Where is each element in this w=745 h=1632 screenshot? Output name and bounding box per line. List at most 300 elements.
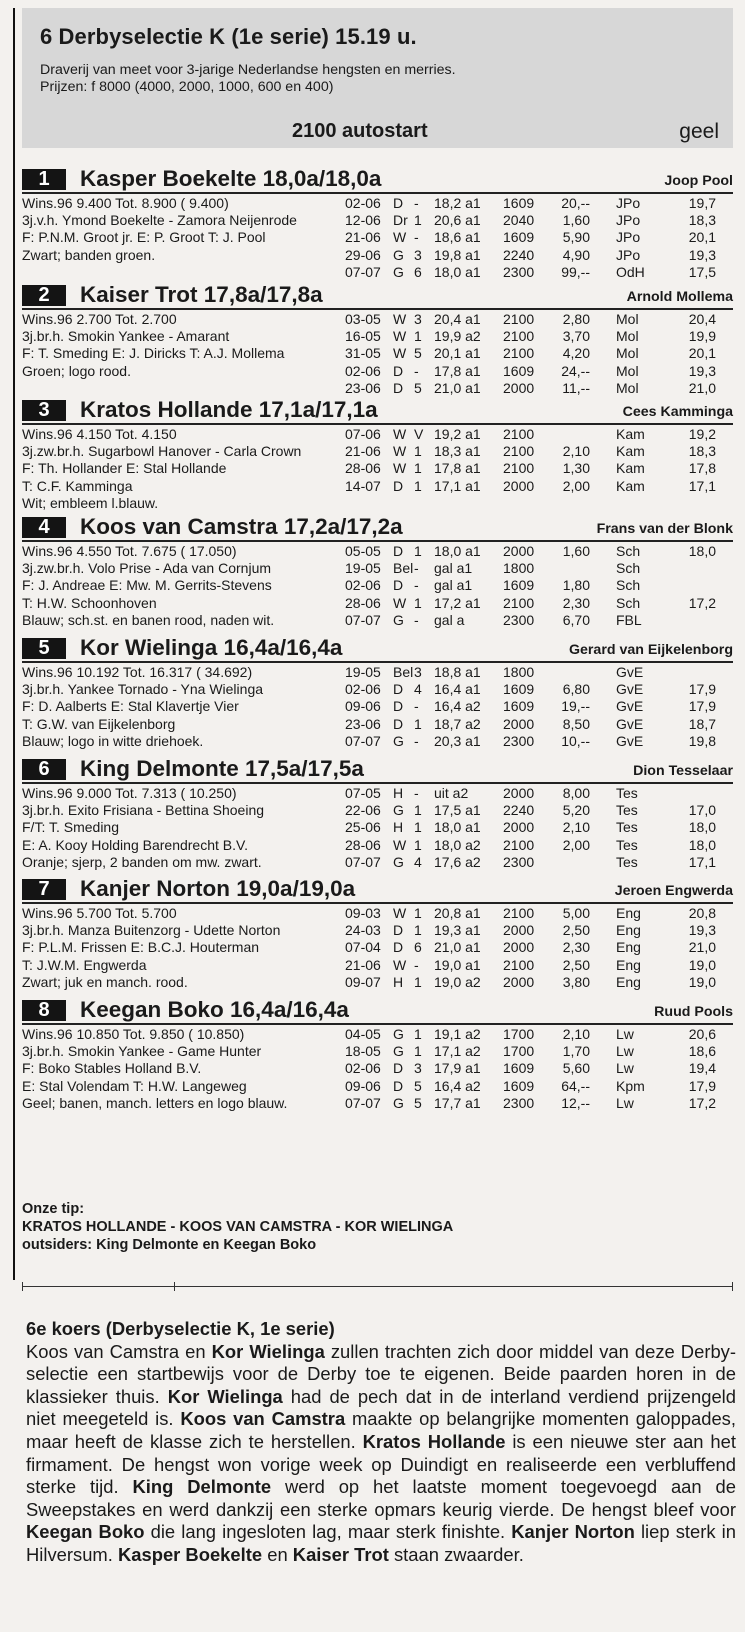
driver-name: Gerard van Eijkelenborg (568, 642, 733, 658)
race-time: 18,0 a1 (434, 819, 481, 836)
race-km-time: 18,6 (688, 1043, 716, 1060)
race-driver: GvE (616, 664, 644, 680)
race-date: 02-06 (345, 1060, 381, 1077)
race-place: 4 (414, 853, 422, 870)
race-time: 16,4 a1 (434, 681, 481, 698)
horse-info-line: F: P.N.M. Groot jr. E: P. Groot T: J. Pool (22, 229, 266, 246)
race-time: 18,8 a1 (434, 664, 481, 680)
race-driver: Eng (616, 939, 641, 956)
race-row (22, 1060, 733, 1077)
horse-info-line: 3j.zw.br.h. Sugarbowl Hanover - Carla Crown (22, 443, 302, 460)
race-time: 17,5 a1 (434, 802, 481, 819)
race-distance: 2000 (503, 715, 535, 732)
race-driver: Kpm (616, 1077, 645, 1094)
race-odds: 5,00 (562, 905, 590, 921)
race-km-time: 17,2 (688, 594, 716, 611)
horse-info-line: Wins.96 9.400 Tot. 8.900 ( 9.400) (22, 195, 229, 211)
race-distance: 1800 (503, 560, 535, 577)
race-time: 18,6 a1 (434, 229, 481, 246)
race-place: 1 (414, 460, 422, 477)
commentary-text: en (262, 1543, 293, 1565)
horse-name: Kasper Boekelte 18,0a/18,0a (80, 166, 382, 191)
race-km-time: 20,8 (688, 905, 716, 921)
race-driver: Kam (616, 426, 645, 442)
race-date: 14-07 (345, 477, 381, 494)
horse-header (22, 997, 733, 1024)
race-km-time: 17,9 (688, 698, 716, 715)
race-distance: 1609 (503, 1060, 535, 1077)
horse-header-rule (22, 661, 733, 663)
race-time: 17,1 a2 (434, 1043, 481, 1060)
horse-mention: Kanjer Norton (511, 1521, 635, 1543)
horse-entry (22, 282, 733, 396)
race-distance: 2040 (503, 212, 535, 229)
race-track: Bel (393, 664, 414, 680)
horse-name: Kratos Hollande 17,1a/17,1a (80, 397, 378, 422)
race-time: 20,3 a1 (434, 732, 481, 749)
race-row (22, 664, 733, 681)
race-time: gal a1 (434, 560, 473, 577)
race-driver: Eng (616, 973, 641, 990)
race-time: 20,8 a1 (434, 905, 481, 921)
horse-info-line: T: G.W. van Eijkelenborg (22, 715, 176, 732)
race-distance: 2100 (503, 956, 535, 973)
race-time: 20,4 a1 (434, 311, 481, 327)
race-time: 16,4 a2 (434, 1077, 481, 1094)
race-date: 02-06 (345, 362, 381, 379)
horse-name: Kor Wielinga 16,4a/16,4a (80, 635, 343, 660)
driver-name: Cees Kamminga (622, 404, 733, 420)
race-track: D (393, 543, 404, 559)
race-distance: 2100 (503, 905, 535, 921)
race-row (22, 698, 733, 715)
race-date: 21-06 (345, 956, 381, 973)
race-row (22, 560, 733, 577)
race-date: 18-05 (345, 1043, 381, 1060)
race-place: - (414, 362, 419, 379)
race-date: 05-05 (345, 543, 381, 559)
race-distance: 2100 (503, 443, 535, 460)
race-row (22, 681, 733, 698)
race-track: W (393, 345, 407, 362)
horse-entry (22, 397, 733, 511)
horse-entry (22, 997, 733, 1111)
horse-entry (22, 876, 733, 990)
race-place: 1 (414, 1043, 422, 1060)
race-km-time: 18,3 (688, 212, 716, 229)
race-place: 6 (414, 939, 422, 956)
race-color: geel (679, 120, 719, 143)
race-track: H (393, 819, 404, 836)
race-track: W (393, 328, 407, 345)
horse-info-line: Geel; banen, manch. letters en logo blauw. (22, 1094, 288, 1111)
race-distance: 2000 (503, 379, 535, 396)
race-driver: Kam (616, 443, 645, 460)
race-km-time: 17,8 (688, 460, 716, 477)
start-number-badge: 5 (22, 638, 66, 659)
race-place: 1 (414, 328, 422, 345)
race-track: D (393, 1060, 404, 1077)
race-odds: 2,10 (562, 819, 590, 836)
recent-races (22, 311, 733, 397)
horse-info-line: E: A. Kooy Holding Barendrecht B.V. (22, 836, 248, 853)
race-time: gal a (434, 611, 465, 628)
race-km-time: 19,3 (688, 246, 716, 263)
race-track: G (393, 853, 404, 870)
commentary-text: had de pech dat in de interland verdiend prijzengeld niet meegeteld is. (26, 1385, 737, 1430)
race-driver: Eng (616, 922, 641, 939)
race-row (22, 854, 733, 871)
race-time: 18,0 a1 (434, 263, 481, 280)
race-row (22, 1095, 733, 1112)
race-distance: 2000 (503, 973, 535, 990)
race-row (22, 802, 733, 819)
race-track: W (393, 443, 407, 460)
race-distance: 1609 (503, 195, 535, 211)
race-date: 07-07 (345, 853, 381, 870)
race-distance: 2100 (503, 460, 535, 477)
race-time: 19,8 a1 (434, 246, 481, 263)
horse-mention: Koos van Camstra (180, 1408, 346, 1430)
race-time: 18,2 a1 (434, 195, 481, 211)
race-track: Bel (393, 560, 414, 577)
race-track: H (393, 973, 404, 990)
race-track: W (393, 229, 407, 246)
horse-info-line: Blauw; logo in witte driehoek. (22, 732, 204, 749)
horse-header-rule (22, 192, 733, 194)
race-odds: 99,-- (561, 263, 590, 280)
race-place: V (414, 426, 424, 442)
horse-info-line: 3j.zw.br.h. Volo Prise - Ada van Cornjum (22, 560, 272, 577)
horse-info-line: Wins.96 4.150 Tot. 4.150 (22, 426, 177, 442)
race-driver: GvE (616, 732, 644, 749)
race-date: 07-06 (345, 426, 381, 442)
race-track: G (393, 1094, 404, 1111)
tip-block (22, 1200, 453, 1254)
race-km-time: 17,1 (688, 853, 716, 870)
race-date: 16-05 (345, 328, 381, 345)
race-commentary (26, 1318, 736, 1567)
race-time: 20,1 a1 (434, 345, 481, 362)
horse-info-line: F/T: T. Smeding (22, 819, 120, 836)
race-track: D (393, 362, 404, 379)
race-row (22, 328, 733, 345)
race-row (22, 264, 733, 281)
race-km-time: 17,9 (688, 1077, 716, 1094)
race-odds: 1,30 (562, 460, 590, 477)
race-track: D (393, 1077, 404, 1094)
race-distance: 1609 (503, 229, 535, 246)
race-place: - (414, 956, 419, 973)
race-odds: 2,50 (562, 922, 590, 939)
horse-name: Koos van Camstra 17,2a/17,2a (80, 514, 403, 539)
recent-races (22, 543, 733, 629)
horse-header (22, 514, 733, 541)
horse-info-line: Groen; logo rood. (22, 362, 131, 379)
recent-races (22, 905, 733, 991)
race-driver: Mol (616, 328, 639, 345)
horse-info-line: Wins.96 4.550 Tot. 7.675 ( 17.050) (22, 543, 237, 559)
race-distance: 2000 (503, 819, 535, 836)
race-odds: 2,30 (562, 939, 590, 956)
race-time: 19,9 a2 (434, 328, 481, 345)
race-place: 1 (414, 973, 422, 990)
race-odds: 6,70 (562, 611, 590, 628)
race-place: 3 (414, 1060, 422, 1077)
horse-entry (22, 635, 733, 749)
horse-info-line: Zwart; juk en manch. rood. (22, 973, 188, 990)
horse-info-line: Wins.96 9.000 Tot. 7.313 ( 10.250) (22, 785, 237, 801)
horse-header (22, 876, 733, 903)
race-driver: Eng (616, 905, 641, 921)
race-row (22, 311, 733, 328)
start-number-badge: 4 (22, 517, 66, 538)
race-driver: Tes (616, 853, 638, 870)
race-distance: 2300 (503, 611, 535, 628)
race-row (22, 1078, 733, 1095)
horse-name: Keegan Boko 16,4a/16,4a (80, 997, 349, 1022)
race-km-time: 21,0 (688, 939, 716, 956)
race-distance: 2100 (503, 594, 535, 611)
race-place: - (414, 611, 419, 628)
horse-info-line: T: J.W.M. Engwerda (22, 956, 147, 973)
race-date: 07-07 (345, 732, 381, 749)
race-date: 09-07 (345, 973, 381, 990)
race-distance: 2100 (503, 836, 535, 853)
race-track: W (393, 426, 407, 442)
race-row (22, 957, 733, 974)
race-distance: 1700 (503, 1026, 535, 1042)
race-track: G (393, 246, 404, 263)
race-odds: 5,60 (562, 1060, 590, 1077)
recent-races (22, 1026, 733, 1112)
race-odds: 24,-- (561, 362, 590, 379)
race-time: 18,0 a1 (434, 543, 481, 559)
race-time: 19,0 a2 (434, 973, 481, 990)
race-odds: 20,-- (561, 195, 590, 211)
race-date: 02-06 (345, 195, 381, 211)
race-row (22, 229, 733, 246)
race-odds: 10,-- (561, 732, 590, 749)
race-prizes: Prijzen: f 8000 (4000, 2000, 1000, 600 en 400) (40, 79, 334, 95)
race-date: 09-06 (345, 1077, 381, 1094)
race-odds: 2,00 (562, 836, 590, 853)
start-number-badge: 1 (22, 169, 66, 190)
horse-mention: Kor Wielinga (167, 1385, 283, 1407)
horse-mention: Keegan Boko (26, 1521, 145, 1543)
race-km-time: 20,1 (688, 229, 716, 246)
race-driver: Mol (616, 379, 639, 396)
race-date: 07-07 (345, 263, 381, 280)
race-time: 17,1 a1 (434, 477, 481, 494)
race-odds: 2,00 (562, 477, 590, 494)
race-driver: Kam (616, 477, 645, 494)
horse-mention: Kasper Boekelte (117, 1543, 263, 1565)
horse-header-rule (22, 423, 733, 425)
driver-name: Joop Pool (664, 173, 733, 189)
tip-main: KRATOS HOLLANDE - KOOS VAN CAMSTRA - KOR WIELINGA (22, 1219, 454, 1235)
race-time: 19,2 a1 (434, 426, 481, 442)
race-km-time: 20,1 (688, 345, 716, 362)
race-km-time: 17,1 (688, 477, 716, 494)
race-date: 07-07 (345, 1094, 381, 1111)
race-distance: 2000 (503, 543, 535, 559)
start-number-badge: 2 (22, 285, 66, 306)
race-driver: JPo (616, 229, 641, 246)
horse-header-rule (22, 540, 733, 542)
race-place: 1 (414, 922, 422, 939)
start-number-badge: 8 (22, 1000, 66, 1021)
horse-info-line: Oranje; sjerp, 2 banden om mw. zwart. (22, 853, 262, 870)
race-driver: Sch (616, 543, 641, 559)
horse-info-line: F: J. Andreae E: Mw. M. Gerrits-Stevens (22, 577, 272, 594)
race-row (22, 716, 733, 733)
race-driver: Sch (616, 577, 641, 594)
race-track: D (393, 922, 404, 939)
race-place: - (414, 195, 419, 211)
race-row (22, 905, 733, 922)
horse-header-rule (22, 902, 733, 904)
race-track: W (393, 311, 407, 327)
race-date: 02-06 (345, 681, 381, 698)
race-odds: 2,30 (562, 594, 590, 611)
race-date: 21-06 (345, 229, 381, 246)
commentary-title: 6e koers (Derbyselectie K, 1e serie) (26, 1318, 335, 1339)
race-driver: OdH (616, 263, 645, 280)
horse-entry (22, 514, 733, 628)
race-place: 3 (414, 664, 422, 680)
race-km-time: 20,4 (688, 311, 716, 327)
race-time: 19,3 a1 (434, 922, 481, 939)
race-row (22, 460, 733, 477)
section-divider (22, 1286, 733, 1287)
race-km-time: 19,8 (688, 732, 716, 749)
horse-header-rule (22, 308, 733, 310)
race-track: W (393, 905, 407, 921)
race-time: 16,4 a2 (434, 698, 481, 715)
race-distance: 1700 (503, 1043, 535, 1060)
race-odds: 8,50 (562, 715, 590, 732)
race-place: 1 (414, 715, 422, 732)
horse-info-line: F: D. Aalberts E: Stal Klavertje Vier (22, 698, 239, 715)
race-place: 1 (414, 836, 422, 853)
race-time: 17,6 a2 (434, 853, 481, 870)
race-odds: 2,10 (562, 1026, 590, 1042)
race-place: 4 (414, 681, 422, 698)
race-driver: Tes (616, 785, 638, 801)
commentary-text: Koos van Camstra en (26, 1340, 212, 1362)
race-driver: Sch (616, 560, 641, 577)
commentary-text: maakte op belangrijke momenten galoppades, maar heeft de klasse zich te herstellen. (26, 1408, 736, 1452)
divider-tick (174, 1282, 175, 1291)
race-driver: Eng (616, 956, 641, 973)
race-driver: Lw (616, 1060, 634, 1077)
race-km-time: 17,2 (688, 1094, 716, 1111)
race-date: 02-06 (345, 577, 381, 594)
race-driver: GvE (616, 715, 644, 732)
race-time: 20,6 a1 (434, 212, 481, 229)
race-driver: Mol (616, 311, 639, 327)
race-place: 5 (414, 379, 422, 396)
horse-info-line: 3j.br.h. Yankee Tornado - Yna Wielinga (22, 681, 264, 698)
driver-name: Dion Tesselaar (633, 763, 733, 779)
horse-info-line: 3j.br.h. Manza Buitenzorg - Udette Norton (22, 922, 281, 939)
race-odds: 4,90 (562, 246, 590, 263)
horse-info-line: 3j.v.h. Ymond Boekelte - Zamora Neijenrode (22, 212, 297, 229)
race-row (22, 443, 733, 460)
race-odds: 1,70 (562, 1043, 590, 1060)
race-place: 1 (414, 594, 422, 611)
horse-info-line: 3j.br.h. Smokin Yankee - Game Hunter (22, 1043, 262, 1060)
race-track: G (393, 732, 404, 749)
horse-info-line: Wins.96 10.850 Tot. 9.850 ( 10.850) (22, 1026, 245, 1042)
horse-info-line: Wit; embleem l.blauw. (22, 494, 159, 511)
race-date: 09-03 (345, 905, 381, 921)
race-date: 23-06 (345, 715, 381, 732)
race-place: - (414, 785, 419, 801)
driver-name: Frans van der Blonk (596, 521, 733, 537)
race-distance: 2100 (503, 426, 535, 442)
race-place: - (414, 732, 419, 749)
race-description (40, 62, 456, 96)
race-row (22, 212, 733, 229)
race-time: 18,0 a2 (434, 836, 481, 853)
race-odds: 11,-- (562, 379, 590, 396)
race-row (22, 733, 733, 750)
race-start-type: 2100 autostart (292, 120, 428, 142)
race-km-time: 17,9 (688, 681, 716, 698)
race-place: 1 (414, 212, 422, 229)
race-track: G (393, 802, 404, 819)
race-driver: Lw (616, 1026, 634, 1042)
race-distance: 2100 (503, 345, 535, 362)
race-distance: 1800 (503, 664, 535, 680)
race-km-time: 18,3 (688, 443, 716, 460)
race-date: 03-05 (345, 311, 381, 327)
race-driver: Kam (616, 460, 645, 477)
horse-header (22, 635, 733, 662)
commentary-body (26, 1341, 736, 1565)
horse-info-line: T: H.W. Schoonhoven (22, 594, 157, 611)
race-row (22, 595, 733, 612)
race-km-time: 18,0 (688, 819, 716, 836)
race-km-time: 17,5 (688, 263, 716, 280)
race-time: 19,1 a2 (434, 1026, 481, 1042)
race-place: 1 (414, 802, 422, 819)
race-odds: 4,20 (562, 345, 590, 362)
race-row (22, 1043, 733, 1060)
horse-info-line: E: Stal Volendam T: H.W. Langeweg (22, 1077, 247, 1094)
race-odds: 19,-- (561, 698, 590, 715)
race-driver: Mol (616, 362, 639, 379)
race-track: D (393, 939, 404, 956)
race-time: 17,7 a1 (434, 1094, 481, 1111)
race-row (22, 612, 733, 629)
race-distance: 2300 (503, 853, 535, 870)
divider-tick (732, 1282, 733, 1291)
horse-mention: Kor Wielinga (211, 1340, 325, 1362)
race-place: 1 (414, 443, 422, 460)
horse-info-line: 3j.br.h. Exito Frisiana - Bettina Shoeing (22, 802, 265, 819)
horse-info-line: 3j.br.h. Smokin Yankee - Amarant (22, 328, 230, 345)
horse-info-line: Blauw; sch.st. en banen rood, naden wit. (22, 611, 275, 628)
race-place: 1 (414, 905, 422, 921)
race-date: 12-06 (345, 212, 381, 229)
commentary-text: liep sterk in Hilversum. (26, 1521, 736, 1565)
horse-info-line: F: Th. Hollander E: Stal Hollande (22, 460, 227, 477)
race-place: 5 (414, 345, 422, 362)
race-km-time: 20,6 (688, 1026, 716, 1042)
